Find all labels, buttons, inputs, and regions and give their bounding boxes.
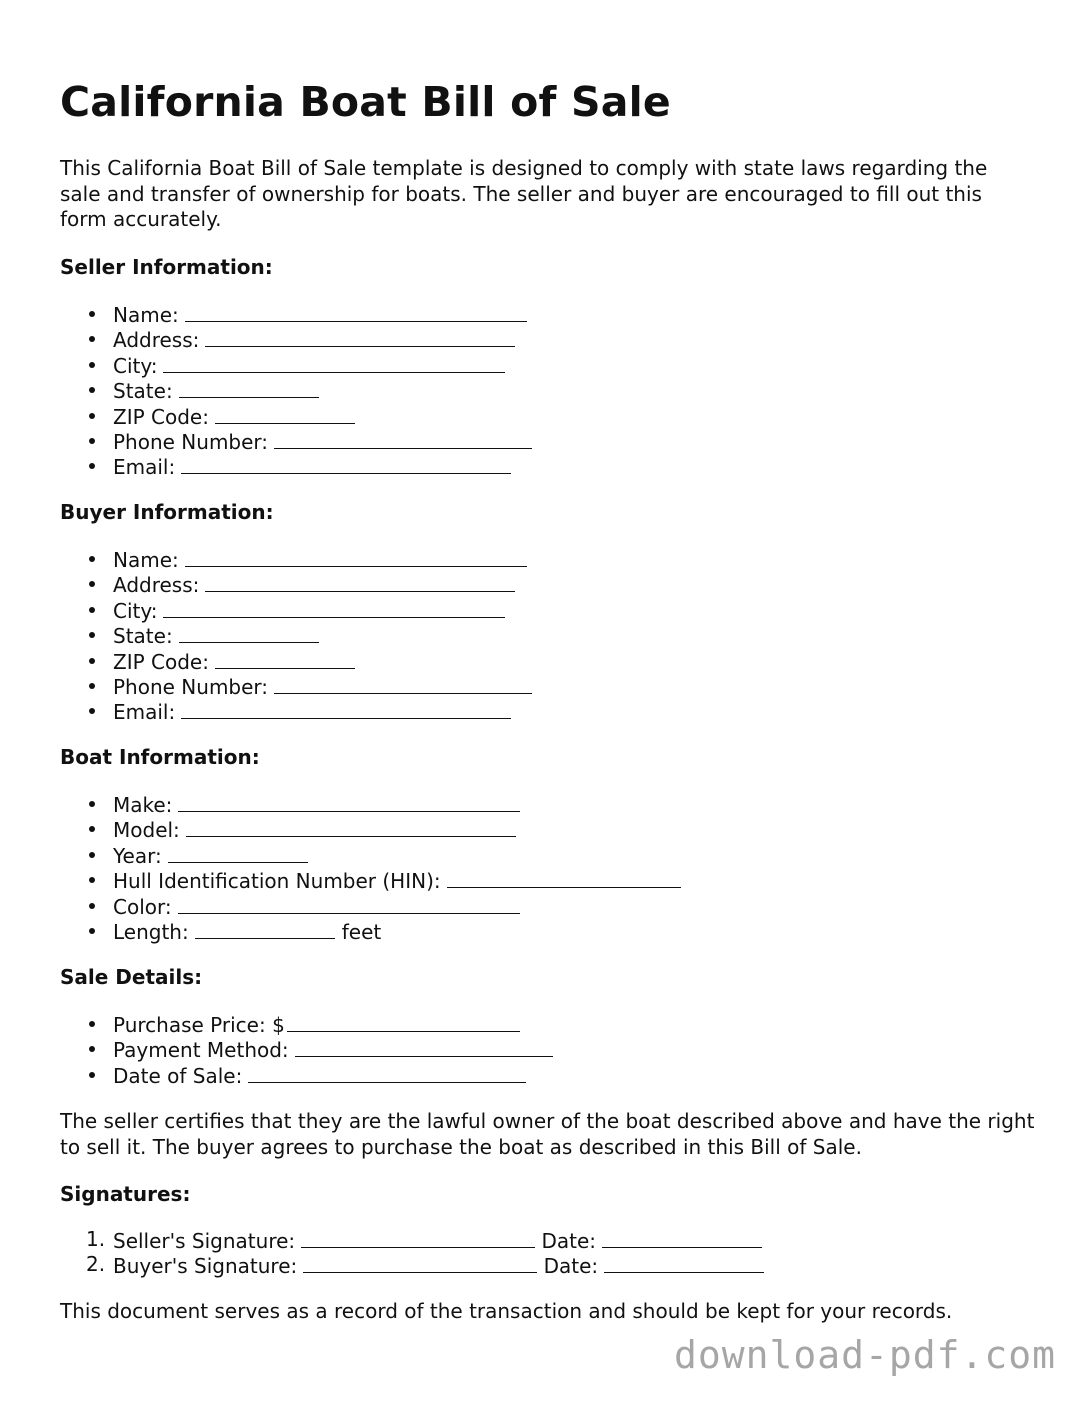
sale-payment-method-field: Payment Method: <box>60 1036 553 1061</box>
seller-address-field: Address: <box>60 326 532 351</box>
boat-hin-field: Hull Identification Number (HIN): <box>60 867 681 892</box>
intro-paragraph: This California Boat Bill of Sale template is designed to comply with state laws regarding the sale and transfer of ownership for boats. The seller and buyer are encouraged to fill out this form accurately. <box>60 156 988 231</box>
boat-length-unit: feet <box>341 919 382 944</box>
sale-fields-list <box>60 1011 553 1087</box>
seller-city-blank[interactable] <box>163 352 505 373</box>
seller-email-blank[interactable] <box>181 453 511 474</box>
watermark-text: download-pdf.com <box>673 1333 1056 1377</box>
buyer-name-field: Name: <box>60 546 532 571</box>
boat-year-field: Year: <box>60 842 681 867</box>
boat-hin-blank[interactable] <box>447 867 681 888</box>
seller-zip-blank[interactable] <box>215 403 355 424</box>
buyer-zip-field: ZIP Code: <box>60 648 532 673</box>
buyer-date-blank[interactable] <box>604 1252 764 1273</box>
seller-city-field: City: <box>60 352 532 377</box>
sale-price-field: Purchase Price: $ <box>60 1011 553 1036</box>
seller-signature-line: 1. Seller's Signature: Date: <box>60 1227 764 1252</box>
buyer-email-field: Email: <box>60 698 532 723</box>
certification-paragraph: The seller certifies that they are the lawful owner of the boat described above and have the right to sell it. The buyer agrees to purchase the boat as described in this Bill of Sale. <box>60 1109 1035 1159</box>
buyer-address-blank[interactable] <box>205 571 515 592</box>
buyer-address-field: Address: <box>60 571 532 596</box>
seller-fields-list <box>60 301 532 479</box>
signatures-section-heading: Signatures: <box>60 1182 191 1206</box>
seller-email-field: Email: <box>60 453 532 478</box>
buyer-state-field: State: <box>60 622 532 647</box>
buyer-phone-blank[interactable] <box>274 673 532 694</box>
buyer-city-field: City: <box>60 597 532 622</box>
seller-signature-number: 1. <box>86 1227 106 1251</box>
buyer-signature-blank[interactable] <box>303 1252 537 1273</box>
document-title: California Boat Bill of Sale <box>60 78 671 126</box>
seller-phone-field: Phone Number: <box>60 428 532 453</box>
boat-fields-list <box>60 791 681 943</box>
seller-section-heading: Seller Information: <box>60 255 273 279</box>
buyer-signature-number: 2. <box>86 1252 106 1277</box>
sale-price-blank[interactable] <box>287 1011 520 1032</box>
boat-year-blank[interactable] <box>168 842 308 863</box>
boat-make-blank[interactable] <box>178 791 520 812</box>
sale-date-blank[interactable] <box>248 1062 526 1083</box>
boat-make-field: Make: <box>60 791 681 816</box>
sale-section-heading: Sale Details: <box>60 965 203 989</box>
boat-model-blank[interactable] <box>186 816 516 837</box>
boat-length-field: Length: feet <box>60 918 681 943</box>
sale-date-field: Date of Sale: <box>60 1062 553 1087</box>
buyer-city-blank[interactable] <box>163 597 505 618</box>
boat-color-field: Color: <box>60 893 681 918</box>
seller-address-blank[interactable] <box>205 326 515 347</box>
boat-length-blank[interactable] <box>195 918 335 939</box>
buyer-fields-list <box>60 546 532 724</box>
buyer-zip-blank[interactable] <box>215 648 355 669</box>
seller-zip-field: ZIP Code: <box>60 403 532 428</box>
footer-paragraph: This document serves as a record of the transaction and should be kept for your records. <box>60 1299 953 1323</box>
seller-name-field: Name: <box>60 301 532 326</box>
buyer-signature-line: 2. Buyer's Signature: Date: <box>60 1252 764 1277</box>
buyer-email-blank[interactable] <box>181 698 511 719</box>
buyer-section-heading: Buyer Information: <box>60 500 274 524</box>
seller-state-field: State: <box>60 377 532 402</box>
signatures-list <box>60 1227 764 1278</box>
seller-phone-blank[interactable] <box>274 428 532 449</box>
seller-date-blank[interactable] <box>602 1227 762 1248</box>
seller-state-blank[interactable] <box>179 377 319 398</box>
boat-section-heading: Boat Information: <box>60 745 260 769</box>
seller-signature-blank[interactable] <box>301 1227 535 1248</box>
buyer-name-blank[interactable] <box>185 546 527 567</box>
buyer-phone-field: Phone Number: <box>60 673 532 698</box>
boat-color-blank[interactable] <box>178 893 520 914</box>
boat-model-field: Model: <box>60 816 681 841</box>
seller-name-blank[interactable] <box>185 301 527 322</box>
buyer-state-blank[interactable] <box>179 622 319 643</box>
sale-payment-method-blank[interactable] <box>295 1036 553 1057</box>
